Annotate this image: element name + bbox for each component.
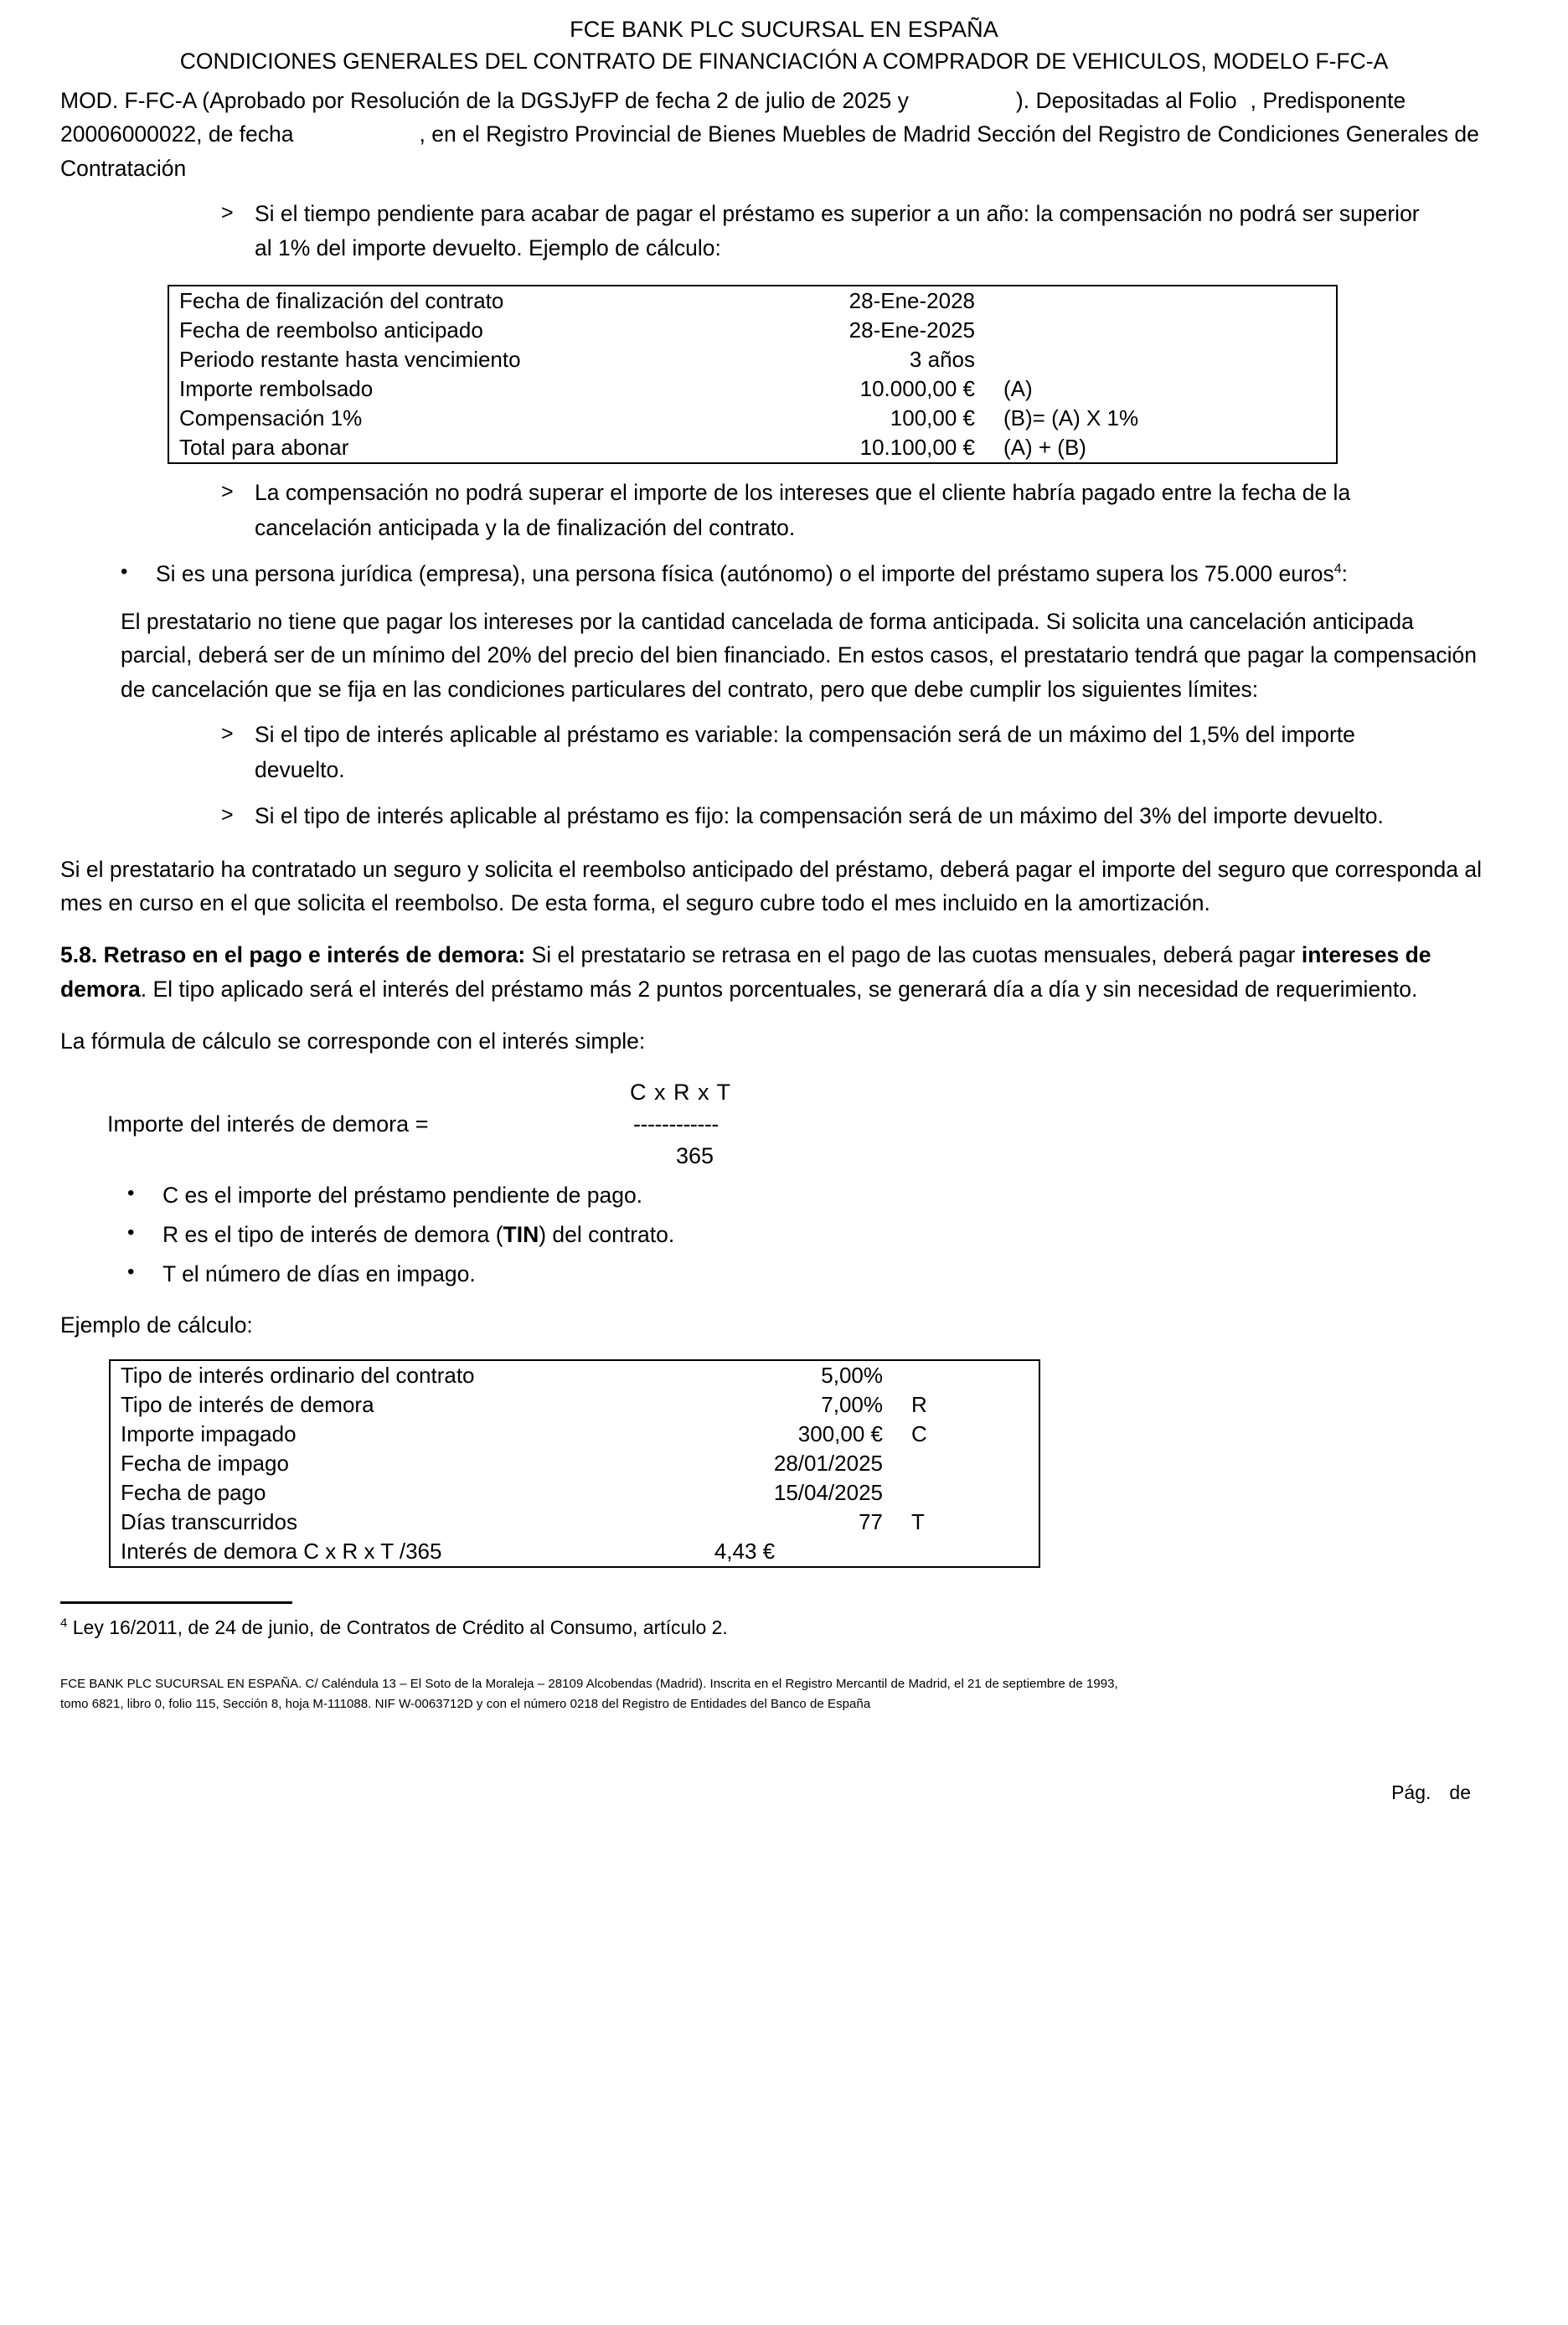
arrow-marker-icon: > — [221, 722, 234, 746]
formula-denominator: 365 — [676, 1143, 714, 1169]
arrow-bullet-text: Si el tipo de interés aplicable al préstamo es fijo: la compensación será de un máximo del 3% del importe devuelto. — [255, 803, 1384, 829]
arrow-marker-icon: > — [221, 803, 234, 827]
footer-line-2: tomo 6821, libro 0, folio 115, Sección 8, hoja M-111088. NIF W-0063712D y con el número 0218 del Registro de Entidades del Banco de España — [60, 1697, 871, 1712]
table-compensacion-body — [168, 286, 1337, 463]
section-5-8-heading: 5.8. Retraso en el pago e interés de demora: — [60, 942, 526, 968]
page-label-de: de — [1449, 1781, 1471, 1804]
cell-note: T — [911, 1508, 925, 1534]
table-row — [110, 1360, 1039, 1390]
cell-label: Importe impagado — [121, 1420, 297, 1446]
bullet-dot-icon: • — [127, 1260, 135, 1284]
cell-value: 28-Ene-2025 — [848, 317, 975, 343]
cell-note — [883, 1537, 1039, 1567]
table-row — [168, 404, 1337, 433]
table-row — [110, 1478, 1039, 1508]
table-demora-body — [110, 1360, 1039, 1567]
cell-label: Interés de demora C x R x T /365 — [121, 1538, 442, 1564]
cell-label: Total para abonar — [179, 434, 349, 460]
arrow-bullet-superior-un-ano — [60, 197, 1508, 266]
intro-text-part1: MOD. F-FC-A (Aprobado por Resolución de la DGSJyFP de fecha 2 de julio de 2025 y — [60, 87, 909, 113]
table-row — [110, 1508, 1039, 1537]
table-row — [110, 1420, 1039, 1449]
cell-note — [883, 1478, 1039, 1508]
footnote-marker: 4 — [60, 1615, 68, 1630]
cell-label: Tipo de interés de demora — [121, 1391, 374, 1417]
cell-label: Fecha de pago — [121, 1479, 266, 1505]
bullet-text — [156, 557, 1483, 591]
formula-interes-demora — [60, 1080, 1508, 1177]
arrow-bullet-compensacion-limite — [60, 476, 1508, 545]
cell-label: Compensación 1% — [179, 405, 363, 430]
table-compensacion-ejemplo — [168, 285, 1338, 464]
footnote-reference-4: 4 — [1333, 562, 1342, 577]
cell-note — [975, 316, 1337, 345]
formula-fraction-bar: ------------ — [633, 1111, 719, 1137]
bullet-text-tail: : — [1341, 561, 1349, 587]
cell-value: 3 años — [909, 346, 975, 372]
cell-label: Fecha de impago — [121, 1450, 289, 1476]
cell-value: 28-Ene-2028 — [848, 287, 975, 313]
footer-line-1: FCE BANK PLC SUCURSAL EN ESPAÑA. C/ Caléndula 13 – El Soto de la Moraleja – 28109 Alcobendas (Madrid). Inscrita en el Registro Mercantil de Madrid, el 21 de septiembre de 1993, — [60, 1676, 1118, 1691]
intro-text-part4: Predisponente 20006000022, de fecha — [60, 87, 1406, 147]
document-registration-info — [60, 84, 1508, 185]
company-title: FCE BANK PLC SUCURSAL EN ESPAÑA — [570, 17, 998, 42]
cell-label: Fecha de reembolso anticipado — [179, 317, 483, 343]
section-5-8-retraso-pago — [60, 938, 1508, 1006]
cell-label: Importe rembolsado — [179, 375, 374, 401]
section-5-8-text-a: Si el prestatario se retrasa en el pago de las cuotas mensuales, deberá pagar — [525, 942, 1302, 968]
cell-value: 28/01/2025 — [773, 1450, 883, 1476]
table-demora-ejemplo — [109, 1359, 1040, 1568]
paragraph-prestatario-intereses: El prestatario no tiene que pagar los intereses por la cantidad cancelada de forma anticipada. Si solicita una cancelación anticipada parcial, deberá ser de un mínimo del 20% del precio del bien financiado. En estos casos, el prestatario tendrá que pagar la compensación de cancelación que se fija en las condiciones particulares del contrato, pero que debe cumplir los siguientes límites: — [121, 609, 1477, 702]
cell-value: 5,00% — [821, 1362, 883, 1388]
cell-note: (B)= (A) X 1% — [1003, 405, 1139, 430]
bullet-text-bold-tin: TIN — [503, 1222, 539, 1248]
table-row — [168, 286, 1337, 316]
table-row — [168, 374, 1337, 404]
bullet-text-a: R es el tipo de interés de demora ( — [162, 1222, 503, 1248]
cell-note — [883, 1360, 1039, 1390]
cell-value: 7,00% — [821, 1391, 883, 1417]
cell-note: C — [911, 1420, 927, 1446]
table-row — [110, 1390, 1039, 1420]
section-5-8-text-b: . El tipo aplicado será el interés del préstamo más 2 puntos porcentuales, se generará día a día y sin necesidad de requerimiento. — [140, 976, 1418, 1002]
cell-label: Fecha de finalización del contrato — [179, 287, 504, 313]
bullet-dot-icon: • — [121, 560, 128, 584]
arrow-bullet-interes-fijo — [60, 799, 1508, 834]
table-row — [168, 345, 1337, 374]
intro-text-part6: Registro de Condiciones Generales de Contratación — [60, 121, 1479, 181]
paragraph-formula-intro: La fórmula de cálculo se corresponde con el interés simple: — [60, 1028, 646, 1054]
paragraph-seguro-reembolso: Si el prestatario ha contratado un seguro y solicita el reembolso anticipado del préstamo, deberá pagar el importe del seguro que corresponda al mes en curso en el que solicita el reembolso. De esta forma, el seguro cubre todo el mes incluido en la amortización. — [60, 856, 1483, 916]
footnote-separator-rule — [60, 1601, 292, 1604]
table-row — [110, 1537, 1039, 1567]
intro-text-part2: ). Depositadas al Folio — [1015, 87, 1237, 113]
label-ejemplo-calculo: Ejemplo de cálculo: — [60, 1312, 253, 1338]
footnote-4 — [60, 1614, 1508, 1641]
cell-note — [883, 1449, 1039, 1478]
section-5-8-bold-term: intereses de demora — [60, 942, 1431, 1002]
cell-value: 10.100,00 € — [859, 434, 975, 460]
page-number — [60, 1781, 1508, 1804]
intro-text-part5: , en el Registro Provincial de Bienes Muebles de Madrid Sección del — [419, 121, 1092, 147]
bullet-text — [162, 1218, 1483, 1252]
arrow-bullet-interes-variable — [60, 718, 1508, 787]
cell-value: 10.000,00 € — [859, 375, 975, 401]
formula-label: Importe del interés de demora = — [107, 1111, 429, 1137]
intro-text-part3: , — [1250, 87, 1256, 113]
cell-value: 100,00 € — [890, 405, 975, 430]
cell-label: Periodo restante hasta vencimiento — [179, 346, 521, 372]
cell-note — [975, 345, 1337, 374]
cell-note: R — [911, 1391, 927, 1417]
table-row — [110, 1449, 1039, 1478]
footnote-text: Ley 16/2011, de 24 de junio, de Contratos de Crédito al Consumo, artículo 2. — [67, 1616, 728, 1638]
arrow-bullet-text: Si el tipo de interés aplicable al préstamo es variable: la compensación será de un máximo del 1,5% del importe devuelto. — [255, 722, 1355, 782]
cell-note: (A) + (B) — [1003, 434, 1086, 460]
cell-label: Días transcurridos — [121, 1508, 297, 1534]
cell-note: (A) — [1003, 375, 1033, 401]
page-label-pag: Pág. — [1391, 1781, 1431, 1804]
bullet-dot-icon: • — [127, 1182, 135, 1205]
arrow-marker-icon: > — [221, 200, 234, 224]
cell-label: Tipo de interés ordinario del contrato — [121, 1362, 475, 1388]
bullet-definition-t — [60, 1257, 1508, 1291]
bullet-dot-icon: • — [127, 1221, 135, 1245]
arrow-marker-icon: > — [221, 479, 234, 503]
formula-numerator: C x R x T — [630, 1080, 732, 1106]
cell-value: 77 — [859, 1508, 883, 1534]
cell-value: 300,00 € — [797, 1420, 883, 1446]
bullet-persona-juridica — [60, 557, 1508, 591]
document-title: CONDICIONES GENERALES DEL CONTRATO DE FINANCIACIÓN A COMPRADOR DE VEHICULOS, MODELO F-FC-A — [179, 48, 1389, 74]
bullet-text: C es el importe del préstamo pendiente de pago. — [162, 1183, 643, 1209]
cell-value: 4,43 € — [714, 1538, 776, 1564]
bullet-definition-c — [60, 1178, 1508, 1213]
bullet-definition-r — [60, 1218, 1508, 1252]
bullet-text: T el número de días en impago. — [162, 1261, 476, 1287]
cell-value: 15/04/2025 — [773, 1479, 883, 1505]
table-row — [168, 316, 1337, 345]
arrow-bullet-text: Si el tiempo pendiente para acabar de pagar el préstamo es superior a un año: la compensación no podrá ser superior al 1% del importe devuelto. Ejemplo de cálculo: — [255, 200, 1420, 261]
bullet-text-b: ) del contrato. — [539, 1222, 675, 1248]
cell-note — [975, 286, 1337, 316]
table-row — [168, 433, 1337, 463]
arrow-bullet-text: La compensación no podrá superar el importe de los intereses que el cliente habría pagado entre la fecha de la cancelación anticipada y la de finalización del contrato. — [255, 479, 1351, 540]
page-footer — [60, 1674, 1508, 1715]
bullet-text-main: Si es una persona jurídica (empresa), una persona física (autónomo) o el importe del préstamo supera los 75.000 euros — [156, 561, 1334, 587]
